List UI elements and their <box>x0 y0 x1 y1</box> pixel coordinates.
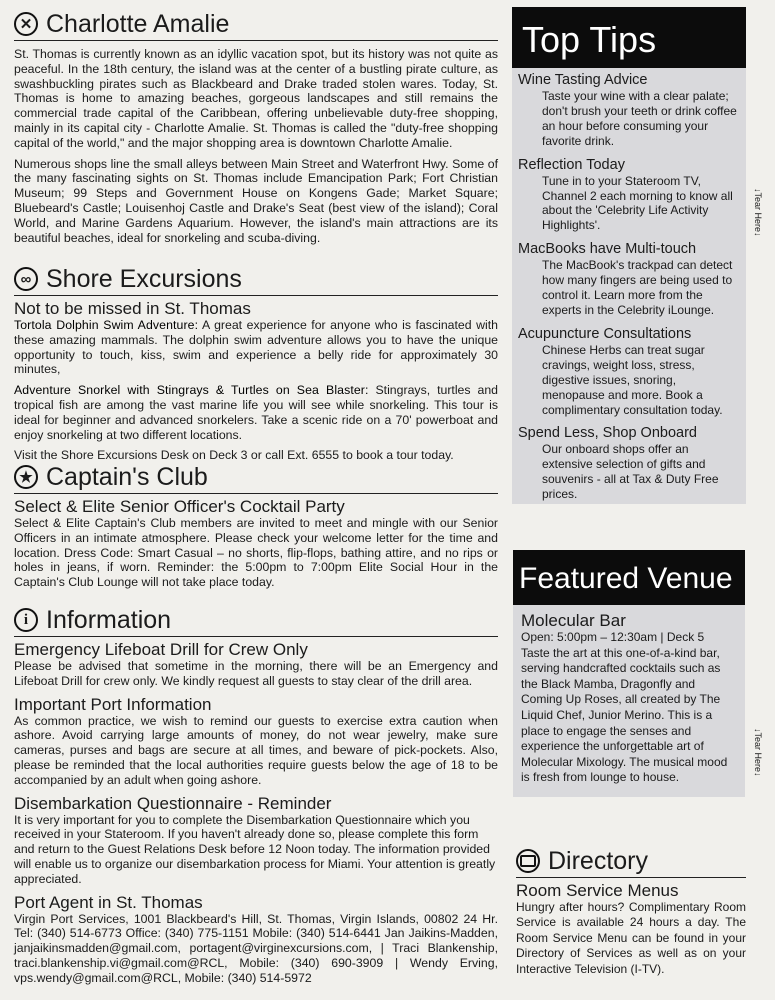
tip-item <box>512 241 746 318</box>
section-title: Directory <box>548 847 649 875</box>
subheading: Not to be missed in St. Thomas <box>14 299 251 318</box>
tip-item <box>512 72 746 149</box>
paragraph <box>14 318 498 377</box>
excursion-name: Tortola Dolphin Swim Adventure: <box>14 318 199 332</box>
paragraph: Hungry after hours? Complimentary Room Service is available 24 hours a day. The Room Service Menu can be found in your Directory of Services as well as on your Interactive Television (I-TV). <box>516 900 746 976</box>
section-title: Charlotte Amalie <box>46 10 230 38</box>
subheading: Port Agent in St. Thomas <box>14 892 203 912</box>
section-title: Information <box>46 606 172 634</box>
subheading: Room Service Menus <box>516 881 679 900</box>
tear-here-label: ↓Tear Here↓ <box>753 728 763 777</box>
tip-body: Tune in to your Stateroom TV, Channel 2 each morning to know all about the 'Celebrity Life Activity Highlights'. <box>542 173 733 233</box>
section-title: Captain's Club <box>46 463 208 491</box>
tip-title: Wine Tasting Advice <box>518 72 648 88</box>
featured-venue-header <box>513 550 745 605</box>
tip-body: Chinese Herbs can treat sugar cravings, weight loss, stress, digestive issues, snoring, menopause and more. Book a complimentary consultation today. <box>542 342 723 417</box>
tip-body: Taste your wine with a clear palate; don't brush your teeth or drink coffee an hour before consuming your favorite drink. <box>542 89 737 148</box>
tip-title: MacBooks have Multi-touch <box>518 241 697 258</box>
star-icon: ★ <box>14 465 38 489</box>
tv-icon <box>516 849 540 873</box>
section-shore-excursions <box>14 264 498 463</box>
top-tips-title: Top Tips <box>522 19 657 60</box>
x-circle-icon: ✕ <box>14 12 38 36</box>
section-heading <box>14 462 498 494</box>
section-charlotte-amalie <box>14 9 498 245</box>
paragraph: Please be advised that sometime in the morning, there will be an Emergency and Lifeboat Drill for crew only. We kindly request all guests to stay clear of the drill area. <box>14 659 498 688</box>
subheading: Important Port Information <box>14 694 212 714</box>
binoculars-icon: ∞ <box>14 267 38 291</box>
paragraph: Visit the Shore Excursions Desk on Deck 3 or call Ext. 6555 to book a tour today. <box>14 448 454 463</box>
top-tips-header <box>512 7 746 68</box>
section-heading <box>14 605 498 637</box>
subheading: Select & Elite Senior Officer's Cocktail Party <box>14 497 345 516</box>
excursion-description: Stingrays, turtles and tropical fish are among the vast marine life you will see while snorkeling. This tour is ideal for beginner and advanced snorkelers. Take a scenic ride on a 70' powerboat and enjoy snorkeling at two different locations. <box>14 383 499 442</box>
info-icon: i <box>14 608 38 632</box>
paragraph <box>14 383 498 442</box>
excursion-description: A great experience for anyone who is fascinated with these amazing mammals. The dolphin swim adventure allows you to have the unique opportunity to touch, kiss, swim and experience a belly ride for approximately 30 minutes, <box>14 318 498 377</box>
section-information <box>14 605 498 986</box>
subheading: Emergency Lifeboat Drill for Crew Only <box>14 640 308 659</box>
tip-item <box>512 157 746 234</box>
tip-title: Acupuncture Consultations <box>518 325 692 342</box>
venue-hours: Open: 5:00pm – 12:30am | Deck 5 <box>521 630 705 644</box>
tip-item <box>512 425 746 502</box>
featured-venue-title: Featured Venue <box>519 562 733 595</box>
tip-title: Reflection Today <box>518 156 625 173</box>
section-title: Shore Excursions <box>46 265 242 293</box>
paragraph: It is very important for you to complete the Disembarkation Questionnaire which you received in your Stateroom. If you haven't already done so, please complete this form and return to the Guest Relations Desk before 12 Noon today. The information provided will enable us to organize our disembarkation process for Miami. Your attention is greatly appreciated. <box>14 812 496 886</box>
tip-body: Our onboard shops offer an extensive selection of gifts and souvenirs - all at Tax & Duty Free prices. <box>542 442 719 502</box>
excursion-name: Adventure Snorkel with Stingrays & Turtles on Sea Blaster: <box>14 383 369 398</box>
section-captains-club <box>14 462 498 590</box>
section-heading <box>516 846 746 878</box>
paragraph: Select & Elite Captain's Club members are invited to meet and mingle with our Senior Officers in an intimate atmosphere. Please check your welcome letter for the time and location. Dress Code: Smart Casual – no shorts, flip-flops, bathing attire, and no rips or holes in jeans, if worn. Reminder: the 5:00pm to 7:00pm Elite Social Hour in the Captain's Club Lounge will not take place today. <box>14 516 498 590</box>
paragraph: St. Thomas is currently known as an idyllic vacation spot, but its history was not quite as peaceful. In the 18th century, the island was at the center of a bustling pirate culture, as swashbuckling pirates such as Blackbeard and Drake traded stolen wares. Today, St. Thomas is home to amazing beaches, gorgeous landscapes and still remains the commercial trade capital of the Caribbean, offering unbelievable duty-free shopping, mainly in its capital city - Charlotte Amalie. St. Thomas is called the "duty-free shopping capital of the world," and the major shopping area is downtown Charlotte Amalie. <box>14 47 498 150</box>
section-directory <box>516 846 746 977</box>
subheading: Disembarkation Questionnaire - Reminder <box>14 793 332 813</box>
paragraph: Virgin Port Services, 1001 Blackbeard's Hill, St. Thomas, Virgin Islands, 00802 24 Hr. Tel: (340) 514-6773 Office: (340) 775-1151 Mobile: (340) 514-6441 Jan Jaikins-Madden, janjaikinsmadden@gmail.com, portagent@virginexcursions.com, | Traci Blankenship, traci.blankenship.vi@gmail.com@RCL, Mobile: (340) 690-3909 | Wendy Erving, vps.wendy@gmail.com@RCL, Mobile: (340) 514-5972 <box>14 911 498 985</box>
tip-item <box>512 326 746 418</box>
tip-title: Spend Less, Shop Onboard <box>518 425 697 442</box>
top-tips-box <box>512 7 746 504</box>
section-heading <box>14 9 498 41</box>
tear-here-label: ↓Tear Here↓ <box>753 188 763 237</box>
venue-description: Taste the art at this one-of-a-kind bar, serving handcrafted cocktails such as the Black Mamba, Dragonfly and Coming Up Roses, all created by The Liquid Chef, Junior Merino. This is a place to engage the senses and experience the unforgettable art of Molecular Mixology. The musical mood is fresh from lounge to house. <box>521 645 728 785</box>
paragraph: Numerous shops line the small alleys between Main Street and Waterfront Hwy. Some of the many fascinating sights on St. Thomas include Emancipation Park; Fort Christian Museum; 99 Steps and Government House on Kongens Gade; Market Square; Bluebeard's Castle; Louisenhoj Castle and Drake's Seat (best view of the island); Coral World, and Marine Gardens Aquarium. However, the island's main attractions are its beautiful beaches, ideal for snorkeling and scuba-diving. <box>14 156 498 245</box>
section-heading <box>14 264 498 296</box>
tip-body: The MacBook's trackpad can detect how many fingers are being used to control it. Learn more from the experts in the Celebrity iLounge. <box>542 258 733 317</box>
venue-details <box>513 605 745 792</box>
venue-name: Molecular Bar <box>521 611 626 630</box>
featured-venue-box <box>513 550 745 797</box>
paragraph: As common practice, we wish to remind our guests to exercise extra caution when ashore. Avoid carrying large amounts of money, do not wear jewelry, make sure cameras, purses and bags are secure at all times, and beware of pick-pockets. Also, please be reminded that the local authorities require guests below the age of 18 to be accompanied by an adult when going ashore. <box>14 713 498 787</box>
